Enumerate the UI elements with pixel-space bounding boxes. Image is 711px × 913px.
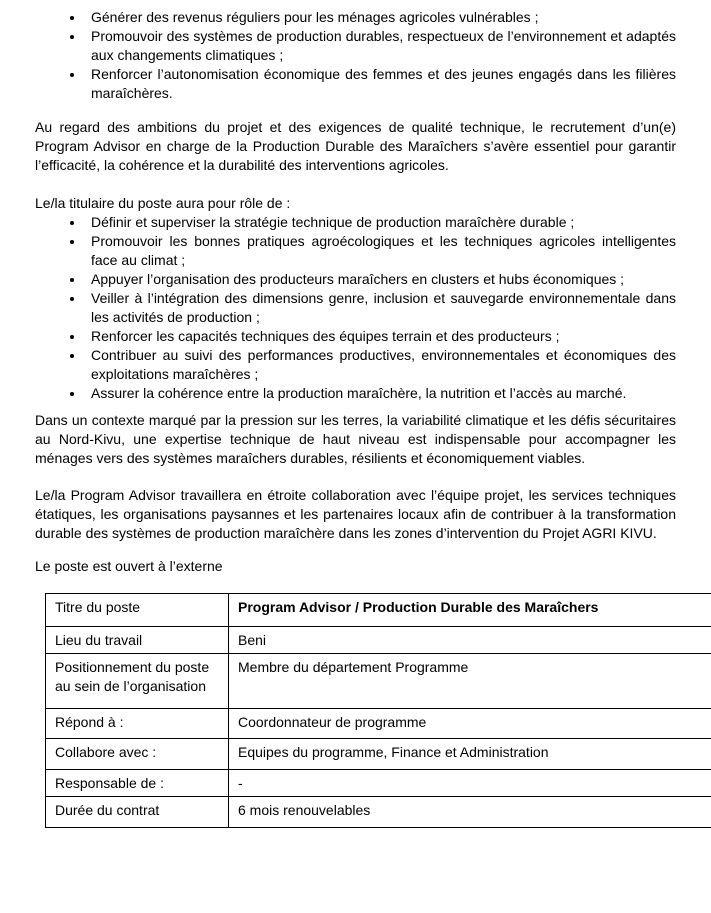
role-intro-line: Le/la titulaire du poste aura pour rôle de : <box>35 195 291 211</box>
row-value: Membre du département Programme <box>229 654 711 709</box>
row-label: Durée du contrat <box>46 797 229 828</box>
list-item: • Veiller à l’intégration des dimensions genre, inclusion et sauvegarde environnementale dans les activités de production ; <box>85 289 676 327</box>
paragraph-collaboration: Le/la Program Advisor travaillera en étroite collaboration avec l’équipe projet, les services techniques étatiques, les organisations paysannes et les partenaires locaux afin de contribuer à la transformation durable des systèmes de production maraîchère dans les zones d’intervention du Projet AGRI KIVU. <box>35 487 676 541</box>
paragraph-context-nord-kivu: Dans un contexte marqué par la pression sur les terres, la variabilité climatique et les défis sécuritaires au Nord-Kivu, une expertise technique de haut niveau est indispensable pour accompagner les ménages vers des systèmes maraîchers durables, résilients et économiquement viables. <box>35 412 676 466</box>
row-value: - <box>229 770 711 797</box>
table-row <box>46 709 711 739</box>
list-item: • Appuyer l’organisation des producteurs maraîchers en clusters et hubs économiques ; <box>85 270 676 289</box>
list-item: • Définir et superviser la stratégie technique de production maraîchère durable ; <box>85 213 676 232</box>
row-value: Beni <box>229 627 711 654</box>
table-row <box>46 797 711 828</box>
intro-bullet-list <box>35 8 676 103</box>
row-label: Collabore avec : <box>46 739 229 770</box>
table-row <box>46 654 711 709</box>
row-value: Equipes du programme, Finance et Administration <box>229 739 711 770</box>
table-row <box>46 594 711 627</box>
table-row <box>46 739 711 770</box>
row-value: Program Advisor / Production Durable des Maraîchers <box>229 594 711 627</box>
row-value: 6 mois renouvelables <box>229 797 711 828</box>
job-summary-table <box>45 593 711 828</box>
list-item: • Promouvoir des systèmes de production durables, respectueux de l’environnement et adaptés aux changements climatiques ; <box>85 27 676 65</box>
row-label: Lieu du travail <box>46 627 229 654</box>
row-label: Titre du poste <box>46 594 229 627</box>
paragraph-recruitment-context: Au regard des ambitions du projet et des exigences de qualité technique, le recrutement d’un(e) Program Advisor en charge de la Production Durable des Maraîchers s’avère essentiel pour garantir l’efficacité, la cohérence et la durabilité des interventions agricoles. <box>35 119 676 173</box>
row-label: Répond à : <box>46 709 229 739</box>
list-item: • Promouvoir les bonnes pratiques agroécologiques et les techniques agricoles intelligentes face au climat ; <box>85 232 676 270</box>
table-row <box>46 627 711 654</box>
row-value: Coordonnateur de programme <box>229 709 711 739</box>
table-row <box>46 770 711 797</box>
list-item: • Renforcer les capacités techniques des équipes terrain et des producteurs ; <box>85 327 676 346</box>
list-item: • Assurer la cohérence entre la production maraîchère, la nutrition et l’accès au marché. <box>85 384 676 403</box>
list-item: • Renforcer l’autonomisation économique des femmes et des jeunes engagés dans les filières maraîchères. <box>85 65 676 103</box>
list-item: • Générer des revenus réguliers pour les ménages agricoles vulnérables ; <box>85 8 676 27</box>
row-label: Responsable de : <box>46 770 229 797</box>
row-label: Positionnement du poste au sein de l’organisation <box>46 654 229 709</box>
role-bullet-list <box>35 213 676 403</box>
externe-line: Le poste est ouvert à l’externe <box>35 558 223 574</box>
list-item: • Contribuer au suivi des performances productives, environnementales et économiques des exploitations maraîchères ; <box>85 346 676 384</box>
